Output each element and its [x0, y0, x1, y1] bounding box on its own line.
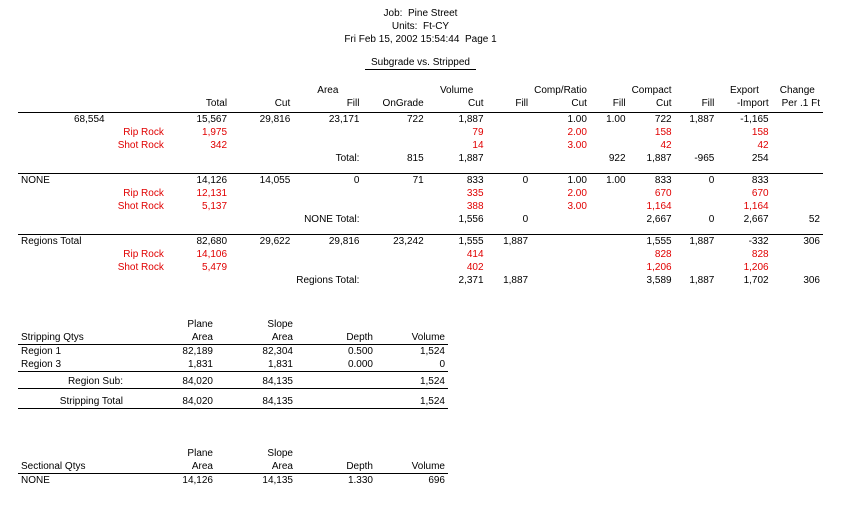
stripping-total-label: Stripping Total	[18, 395, 126, 409]
row-region-label: NONE	[21, 175, 50, 186]
doc-header	[0, 0, 841, 46]
table-row: Shot Rock 342 14 3.00 42 42	[18, 139, 823, 152]
sectional-group-header: Plane Slope	[187, 448, 293, 459]
col-compact-fill: Fill	[701, 98, 715, 109]
main-table	[18, 84, 823, 287]
group-header-row	[18, 84, 823, 97]
col-ongrade: OnGrade	[382, 98, 424, 109]
table-row: Rip Rock 14,106 414 828 828	[18, 248, 823, 261]
stripping-qtys-table	[18, 318, 448, 409]
sectional-section-label: Sectional Qtys	[18, 460, 126, 474]
col-compact-cut: Cut	[656, 98, 672, 109]
table-row: NONE 14,126 14,135 1.330 696	[21, 475, 445, 486]
table-row: Rip Rock 1,975 79 2.00 158 158	[18, 126, 823, 139]
group-header-change: Change	[779, 85, 815, 96]
col-fill: Fill	[346, 98, 360, 109]
report-title-text: Subgrade vs. Stripped	[365, 57, 476, 70]
group-header-comp-ratio: Comp/Ratio	[534, 85, 587, 96]
table-row-subtotal: Region Sub: 84,020 84,135 1,524	[18, 375, 448, 389]
table-row-total: Regions Total: 2,371 1,887 3,589 1,887 1,702 306	[18, 274, 823, 287]
job-line: Job: Pine Street	[383, 8, 458, 19]
col-change-per: Per .1 Ft	[781, 98, 820, 109]
col-comp-cut: Cut	[571, 98, 587, 109]
table-row: NONE 14,126 14,055 0 71 833 0 1.00 1.00 833 0 833	[18, 174, 823, 188]
stripping-section-label: Stripping Qtys	[18, 331, 126, 345]
col-total: Total	[205, 98, 228, 109]
group-header-export: Export	[730, 85, 759, 96]
row-material: Shot Rock	[117, 140, 164, 151]
table-row: Regions Total 82,680 29,622 29,816 23,242 1,555 1,887 1,555 1,887 -332 306	[18, 235, 823, 249]
group-header-area: Area	[317, 85, 339, 96]
stripping-subtotal-label: Region Sub:	[18, 375, 126, 389]
column-header-row	[18, 97, 823, 110]
group-header-compact: Compact	[631, 85, 672, 96]
table-row-subtotal: Total: 815 1,887 922 1,887 -965 254	[18, 152, 823, 165]
units-line: Units: Ft-CY	[391, 21, 450, 32]
col-cut: Cut	[274, 98, 291, 109]
table-row-subtotal: NONE Total: 1,556 0 2,667 0 2,667 52	[18, 213, 823, 226]
row-regions-total-label: Regions Total	[21, 236, 82, 247]
total-label: Regions Total:	[296, 275, 360, 286]
table-row-total: Stripping Total 84,020 84,135 1,524	[18, 395, 448, 409]
table-row: Region 1 82,189 82,304 0.500 1,524	[21, 346, 445, 357]
col-vol-fill: Fill	[515, 98, 529, 109]
stripping-group-header: Plane Slope	[187, 319, 293, 330]
row-material: Shot Rock	[117, 201, 164, 212]
group-header-volume: Volume	[439, 85, 474, 96]
col-export-import: -Import	[736, 98, 769, 109]
table-row: 68,554 15,567 29,816 23,171 722 1,887 1.00 1.00 722 1,887 -1,165	[18, 113, 823, 127]
report-title	[0, 57, 841, 68]
stripping-column-header: Stripping Qtys Area Area Depth Volume	[18, 331, 448, 345]
datestamp-line: Fri Feb 15, 2002 15:54:44 Page 1	[344, 34, 497, 45]
table-row: Region 3 1,831 1,831 0.000 0	[18, 358, 448, 372]
row-material: Rip Rock	[123, 249, 164, 260]
table-row: Shot Rock 5,479 402 1,206 1,206	[18, 261, 823, 274]
subtotal-label: NONE Total:	[304, 214, 360, 225]
col-comp-fill: Fill	[612, 98, 626, 109]
table-row: Rip Rock 12,131 335 2.00 670 670	[18, 187, 823, 200]
row-material: Rip Rock	[123, 127, 164, 138]
subtotal-label: Total:	[335, 153, 360, 164]
table-row: Shot Rock 5,137 388 3.00 1,164 1,164	[18, 200, 823, 213]
row-material	[108, 113, 167, 127]
row-material: Shot Rock	[117, 262, 164, 273]
row-material: Rip Rock	[123, 188, 164, 199]
sectional-qtys-table	[18, 447, 448, 487]
col-vol-cut: Cut	[467, 98, 484, 109]
row-lead: 68,554	[73, 114, 105, 125]
sectional-column-header: Sectional Qtys Area Area Depth Volume	[18, 460, 448, 474]
